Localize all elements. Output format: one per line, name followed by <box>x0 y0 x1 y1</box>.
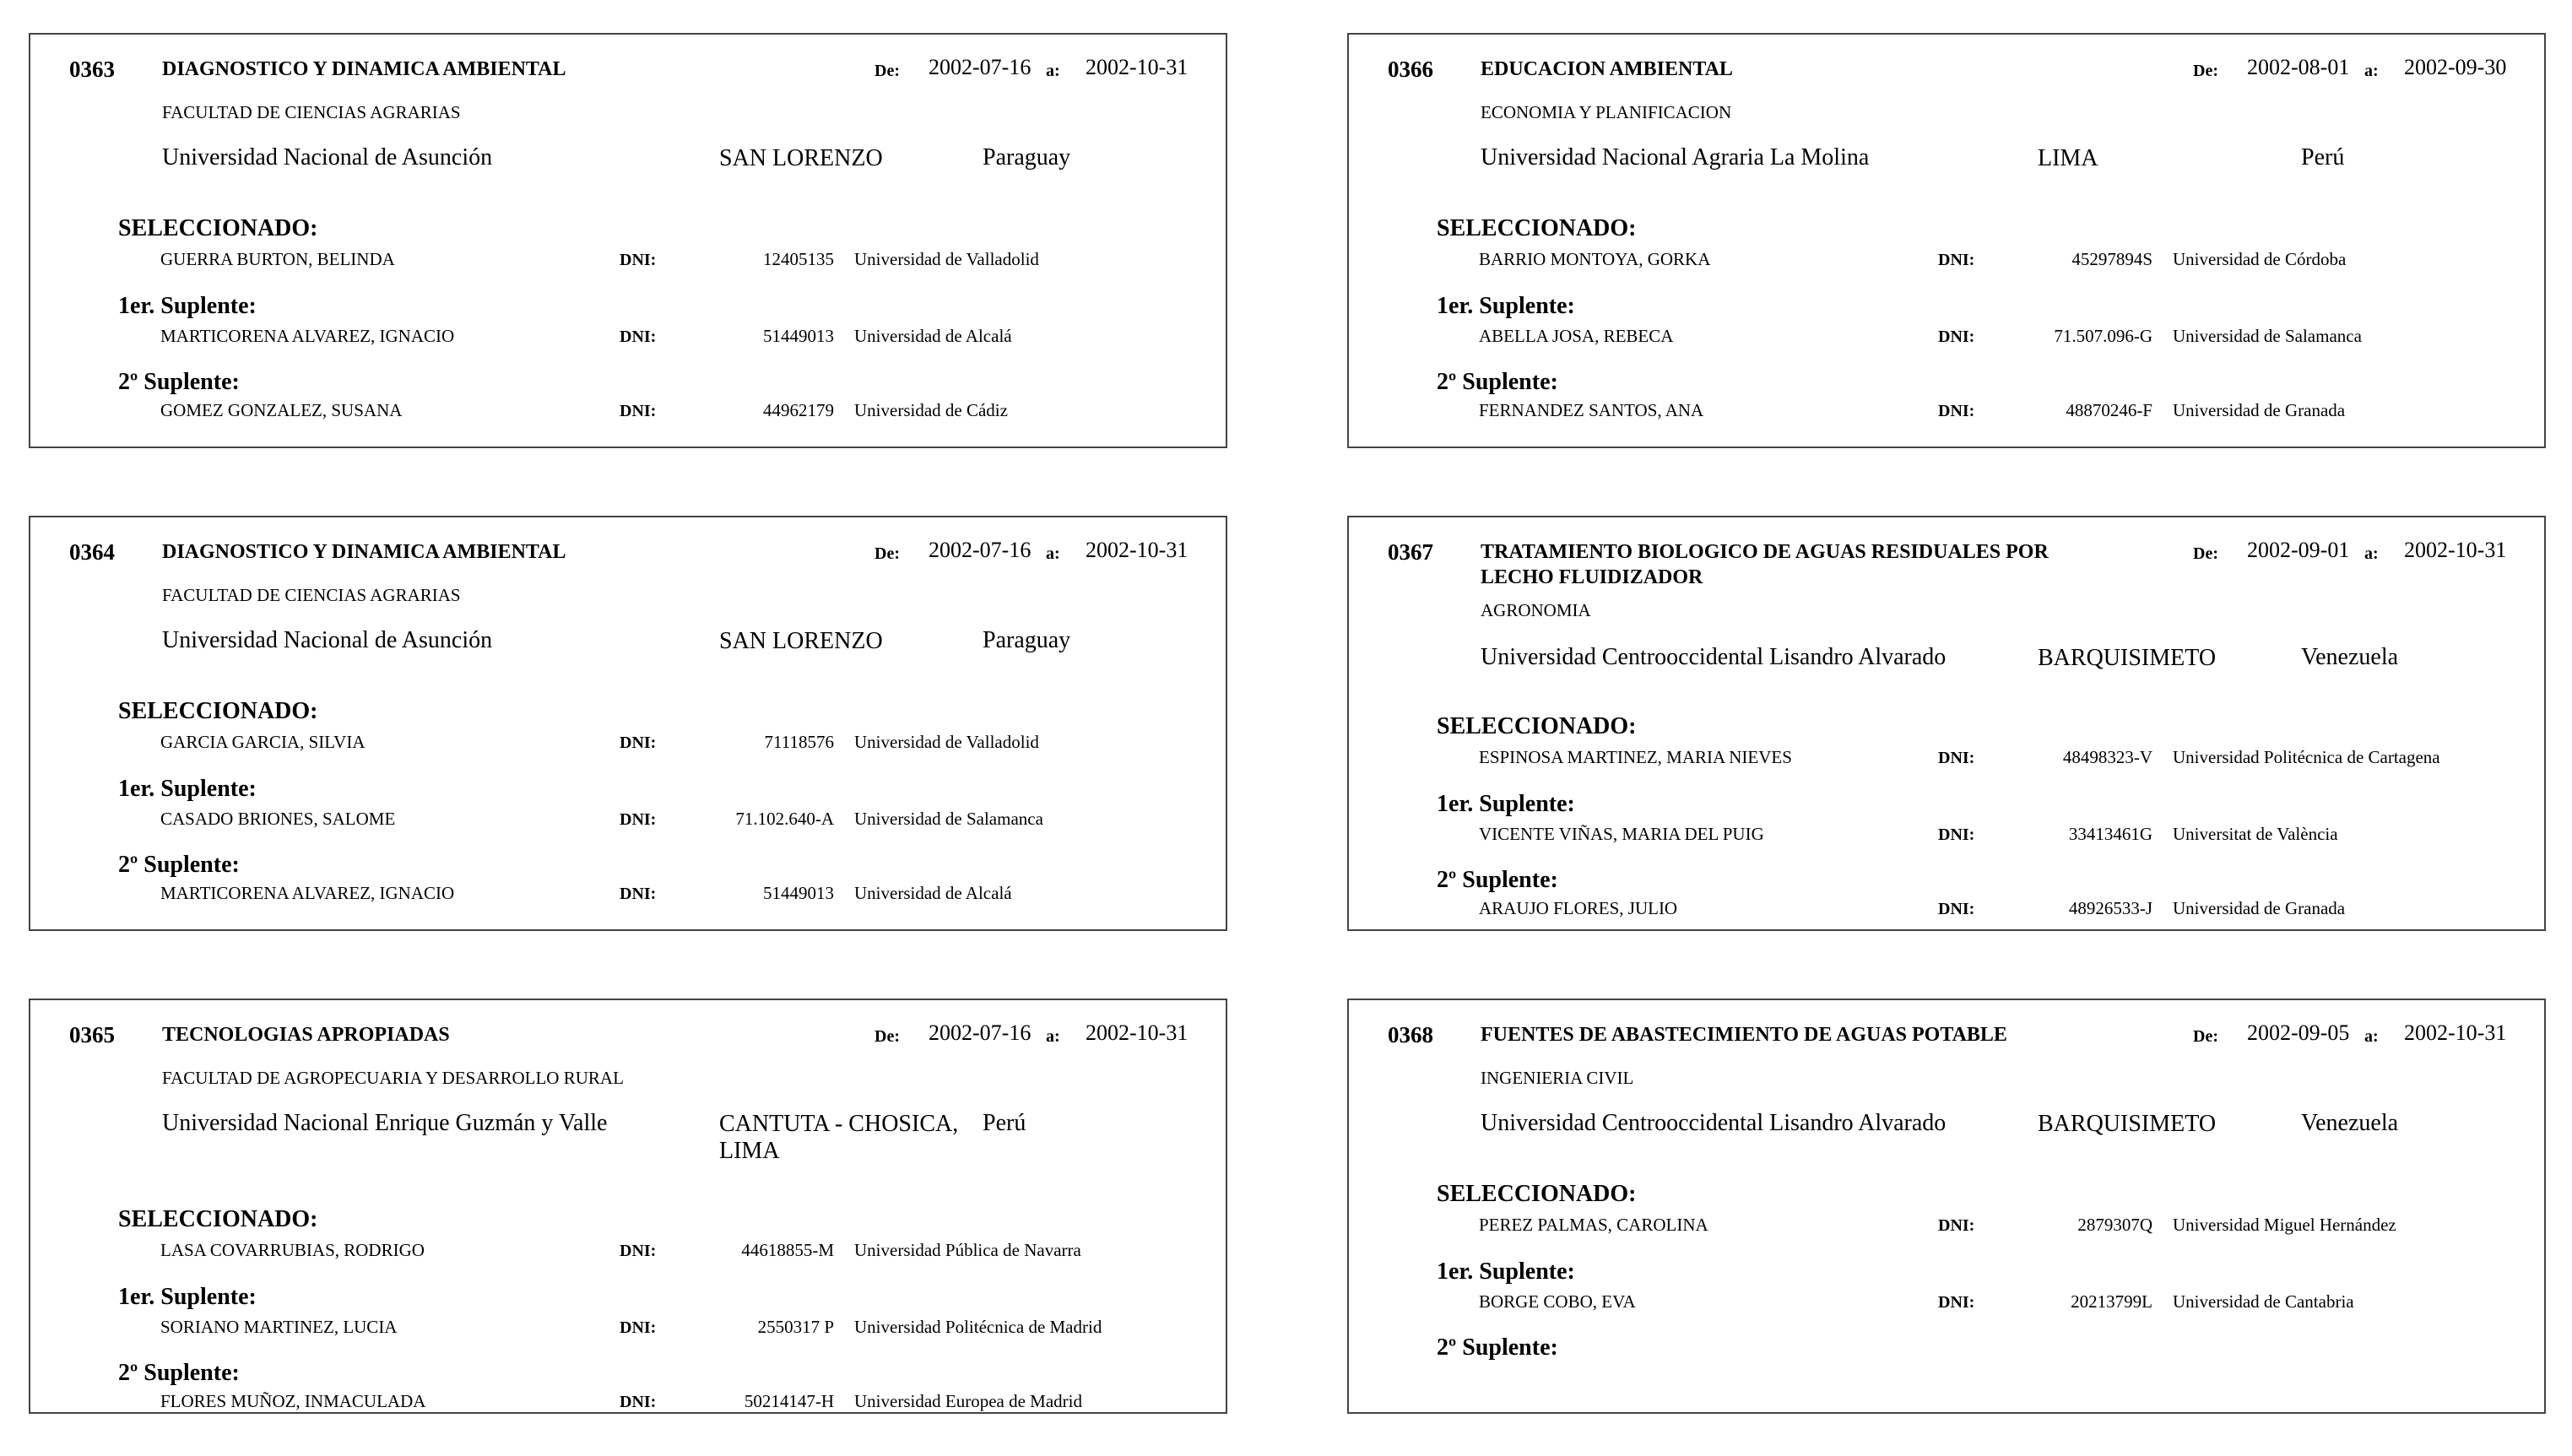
suplente1-university: Universidad de Salamanca <box>854 809 1043 829</box>
from-label: De: <box>874 544 900 563</box>
to-date: 2002-10-31 <box>2404 538 2507 562</box>
dni-label: DNI: <box>1938 327 1975 346</box>
suplente2-university: Universidad Europea de Madrid <box>854 1391 1082 1411</box>
host-university: Universidad Nacional de Asunción <box>162 627 493 653</box>
seleccionado-dni: 12405135 <box>763 249 834 269</box>
from-date: 2002-07-16 <box>929 1020 1032 1045</box>
to-label: a: <box>2364 1027 2379 1046</box>
host-country: Paraguay <box>983 627 1071 653</box>
card-title: DIAGNOSTICO Y DINAMICA AMBIENTAL <box>162 58 566 80</box>
suplente2-dni: 44962179 <box>763 400 834 420</box>
card-code: 0364 <box>69 539 115 565</box>
suplente1-university: Universitat de València <box>2173 824 2338 844</box>
from-label: De: <box>2193 62 2218 80</box>
host-country: Venezuela <box>2301 1110 2399 1136</box>
suplente2-name: GOMEZ GONZALEZ, SUSANA <box>160 400 403 420</box>
suplente1-dni: 51449013 <box>763 326 834 346</box>
card-title: DIAGNOSTICO Y DINAMICA AMBIENTAL <box>162 541 566 563</box>
suplente1-dni: 2550317 P <box>757 1317 834 1337</box>
seleccionado-name: LASA COVARRUBIAS, RODRIGO <box>160 1240 425 1260</box>
seleccionado-university: Universidad de Córdoba <box>2173 249 2347 269</box>
suplente1-label: 1er. Suplente: <box>118 776 257 802</box>
seleccionado-label: SELECCIONADO: <box>1437 1181 1637 1207</box>
card-code: 0365 <box>69 1022 115 1047</box>
from-date: 2002-08-01 <box>2247 55 2350 79</box>
suplente2-dni: 48870246-F <box>2066 400 2152 420</box>
card-title: FUENTES DE ABASTECIMIENTO DE AGUAS POTABLE <box>1481 1024 2007 1046</box>
to-label: a: <box>1046 544 1060 563</box>
suplente1-label: 1er. Suplente: <box>118 1284 257 1310</box>
dni-label: DNI: <box>620 810 657 829</box>
to-label: a: <box>2364 544 2379 563</box>
seleccionado-dni: 45297894S <box>2071 249 2152 269</box>
seleccionado-label: SELECCIONADO: <box>118 215 318 241</box>
seleccionado-name: GUERRA BURTON, BELINDA <box>160 249 395 269</box>
dni-label: DNI: <box>620 885 657 903</box>
grant-card-0367 <box>1347 516 2546 931</box>
host-university: Universidad Nacional de Asunción <box>162 144 493 170</box>
suplente2-name: MARTICORENA ALVAREZ, IGNACIO <box>160 883 455 903</box>
host-city: BARQUISIMETO <box>2038 1111 2217 1137</box>
faculty: FACULTAD DE AGROPECUARIA Y DESARROLLO RURAL <box>162 1068 624 1088</box>
dni-label: DNI: <box>620 1318 657 1337</box>
host-city: SAN LORENZO <box>719 628 883 654</box>
dni-label: DNI: <box>1938 825 1975 844</box>
from-date: 2002-07-16 <box>929 55 1032 79</box>
suplente1-label: 1er. Suplente: <box>1437 1258 1575 1285</box>
from-date: 2002-09-05 <box>2247 1020 2350 1045</box>
suplente2-label: 2º Suplente: <box>118 1360 240 1386</box>
to-date: 2002-09-30 <box>2404 55 2507 79</box>
dni-label: DNI: <box>1938 749 1975 767</box>
seleccionado-label: SELECCIONADO: <box>118 1206 318 1232</box>
card-title: TECNOLOGIAS APROPIADAS <box>162 1024 450 1046</box>
to-date: 2002-10-31 <box>1086 55 1189 79</box>
host-country: Paraguay <box>983 144 1071 170</box>
host-country: Perú <box>983 1110 1026 1136</box>
to-label: a: <box>2364 62 2379 80</box>
card-title: EDUCACION AMBIENTAL <box>1481 58 1733 80</box>
suplente2-label: 2º Suplente: <box>1437 867 1558 893</box>
faculty: ECONOMIA Y PLANIFICACION <box>1481 102 1732 122</box>
seleccionado-dni: 2879307Q <box>2077 1215 2152 1235</box>
to-date: 2002-10-31 <box>1086 1020 1189 1045</box>
suplente2-dni: 48926533-J <box>2068 898 2152 918</box>
card-code: 0367 <box>1388 539 1433 565</box>
suplente2-name: FERNANDEZ SANTOS, ANA <box>1479 400 1704 420</box>
dni-label: DNI: <box>1938 900 1975 918</box>
from-date: 2002-07-16 <box>929 538 1032 562</box>
seleccionado-name: PEREZ PALMAS, CAROLINA <box>1479 1215 1708 1235</box>
suplente2-dni: 51449013 <box>763 883 834 903</box>
dni-label: DNI: <box>1938 402 1975 420</box>
faculty: INGENIERIA CIVIL <box>1481 1068 1634 1088</box>
suplente1-dni: 71.102.640-A <box>735 809 834 829</box>
to-label: a: <box>1046 1027 1060 1046</box>
suplente1-name: BORGE COBO, EVA <box>1479 1291 1636 1312</box>
seleccionado-name: BARRIO MONTOYA, GORKA <box>1479 249 1711 269</box>
seleccionado-label: SELECCIONADO: <box>1437 713 1637 739</box>
suplente1-label: 1er. Suplente: <box>1437 293 1575 319</box>
suplente1-university: Universidad de Cantabria <box>2173 1291 2354 1312</box>
seleccionado-university: Universidad Miguel Hernández <box>2173 1215 2396 1235</box>
suplente2-label: 2º Suplente: <box>118 369 240 395</box>
suplente1-dni: 20213799L <box>2071 1291 2152 1312</box>
dni-label: DNI: <box>620 733 657 752</box>
host-university: Universidad Centrooccidental Lisandro Alvarado <box>1481 1110 1947 1136</box>
suplente1-university: Universidad de Alcalá <box>854 326 1012 346</box>
host-country: Venezuela <box>2301 644 2399 670</box>
dni-label: DNI: <box>620 1393 657 1411</box>
card-title: TRATAMIENTO BIOLOGICO DE AGUAS RESIDUALES POR LECHO FLUIDIZADOR <box>1481 541 2049 588</box>
suplente1-label: 1er. Suplente: <box>1437 791 1575 817</box>
host-city: SAN LORENZO <box>719 145 883 171</box>
suplente1-dni: 33413461G <box>2068 824 2152 844</box>
dni-label: DNI: <box>1938 1293 1975 1312</box>
grant-card-0365 <box>29 999 1227 1414</box>
grant-card-0366 <box>1347 33 2546 448</box>
suplente2-label: 2º Suplente: <box>1437 369 1558 395</box>
card-code: 0368 <box>1388 1022 1433 1047</box>
suplente2-label: 2º Suplente: <box>118 852 240 878</box>
suplente1-dni: 71.507.096-G <box>2054 326 2152 346</box>
dni-label: DNI: <box>620 1242 657 1260</box>
faculty: FACULTAD DE CIENCIAS AGRARIAS <box>162 102 461 122</box>
suplente2-university: Universidad de Granada <box>2173 400 2346 420</box>
card-code: 0366 <box>1388 57 1433 82</box>
suplente1-name: ABELLA JOSA, REBECA <box>1479 326 1674 346</box>
from-label: De: <box>874 1027 900 1046</box>
suplente1-university: Universidad de Salamanca <box>2173 326 2362 346</box>
faculty: AGRONOMIA <box>1481 600 1591 620</box>
to-label: a: <box>1046 62 1060 80</box>
to-date: 2002-10-31 <box>2404 1020 2507 1045</box>
suplente1-name: MARTICORENA ALVAREZ, IGNACIO <box>160 326 455 346</box>
from-date: 2002-09-01 <box>2247 538 2350 562</box>
faculty: FACULTAD DE CIENCIAS AGRARIAS <box>162 585 461 605</box>
suplente1-label: 1er. Suplente: <box>118 293 257 319</box>
suplente1-university: Universidad Politécnica de Madrid <box>854 1317 1102 1337</box>
host-university: Universidad Centrooccidental Lisandro Alvarado <box>1481 644 1947 670</box>
seleccionado-university: Universidad de Valladolid <box>854 732 1039 752</box>
suplente2-university: Universidad de Alcalá <box>854 883 1012 903</box>
suplente2-university: Universidad de Granada <box>2173 898 2346 918</box>
suplente2-dni: 50214147-H <box>744 1391 834 1411</box>
host-city: CANTUTA - CHOSICA, LIMA <box>719 1111 959 1164</box>
host-university: Universidad Nacional Agraria La Molina <box>1481 144 1870 170</box>
seleccionado-label: SELECCIONADO: <box>1437 215 1637 241</box>
seleccionado-university: Universidad Politécnica de Cartagena <box>2173 747 2440 767</box>
seleccionado-university: Universidad Pública de Navarra <box>854 1240 1081 1260</box>
suplente2-name: FLORES MUÑOZ, INMACULADA <box>160 1391 426 1411</box>
from-label: De: <box>874 62 900 80</box>
from-label: De: <box>2193 1027 2218 1046</box>
from-label: De: <box>2193 544 2218 563</box>
seleccionado-dni: 71118576 <box>764 732 834 752</box>
dni-label: DNI: <box>620 251 657 269</box>
card-code: 0363 <box>69 57 115 82</box>
suplente1-name: CASADO BRIONES, SALOME <box>160 809 396 829</box>
seleccionado-name: ESPINOSA MARTINEZ, MARIA NIEVES <box>1479 747 1792 767</box>
dni-label: DNI: <box>620 327 657 346</box>
host-country: Perú <box>2301 144 2345 170</box>
suplente2-label: 2º Suplente: <box>1437 1334 1558 1361</box>
suplente1-name: VICENTE VIÑAS, MARIA DEL PUIG <box>1479 824 1764 844</box>
to-date: 2002-10-31 <box>1086 538 1189 562</box>
grant-card-0363 <box>29 33 1227 448</box>
dni-label: DNI: <box>1938 251 1975 269</box>
host-city: BARQUISIMETO <box>2038 645 2217 671</box>
seleccionado-name: GARCIA GARCIA, SILVIA <box>160 732 365 752</box>
seleccionado-dni: 48498323-V <box>2062 747 2152 767</box>
grant-card-0364 <box>29 516 1227 931</box>
seleccionado-dni: 44618855-M <box>741 1240 834 1260</box>
seleccionado-label: SELECCIONADO: <box>118 698 318 724</box>
host-city: LIMA <box>2038 145 2098 171</box>
suplente2-university: Universidad de Cádiz <box>854 400 1008 420</box>
dni-label: DNI: <box>1938 1216 1975 1235</box>
host-university: Universidad Nacional Enrique Guzmán y Valle <box>162 1110 608 1136</box>
suplente2-name: ARAUJO FLORES, JULIO <box>1479 898 1678 918</box>
grant-card-0368 <box>1347 999 2546 1414</box>
seleccionado-university: Universidad de Valladolid <box>854 249 1039 269</box>
suplente1-name: SORIANO MARTINEZ, LUCIA <box>160 1317 398 1337</box>
dni-label: DNI: <box>620 402 657 420</box>
